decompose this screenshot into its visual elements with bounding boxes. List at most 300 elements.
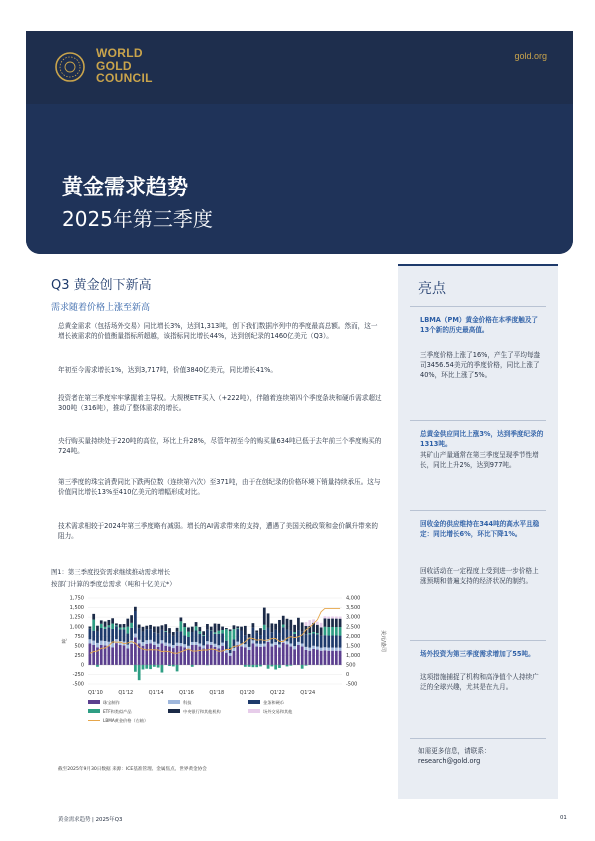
x-tick-label: Q1'22 [269,690,285,696]
bar-segment [267,628,270,639]
highlights-sidebar [398,264,558,799]
bar-segment [225,628,228,629]
bar-segment [198,643,201,646]
bar-segment [206,624,209,630]
y2-tick-label: 4,000 [346,595,361,602]
bar-segment [282,616,285,625]
paragraph: 年初至今需求增长1%，达到3,717吨，价值3840亿美元，同比增长41%。 [58,366,278,374]
section-title: Q3 黄金创下新高 [51,278,152,293]
legend-swatch [168,700,180,704]
bar-segment [267,613,270,628]
bar-segment [255,647,258,665]
bar-segment [111,624,114,629]
bar-segment [195,642,198,645]
y-axis-label: 吨 [62,638,68,644]
bar-segment [89,629,92,639]
y-tick-label: -250 [72,672,84,679]
bar-segment [89,639,92,643]
legend-label: 场外交易和其他 [263,709,293,714]
section-subtitle: 需求随着价格上涨至新高 [51,303,151,313]
bar-segment [225,629,228,640]
y-tick-label: 500 [74,643,84,650]
bar-segment [327,648,330,651]
sidebar-title: 亮点 [418,281,446,297]
bar-segment [271,623,274,632]
bar-segment [206,644,209,665]
bar-segment [168,643,171,646]
bar-segment [271,644,274,647]
bar-segment [255,633,258,644]
bar-segment [335,619,338,627]
bar-segment [195,626,198,630]
x-tick-label: Q1'10 [88,690,103,696]
bar-segment [172,648,175,665]
bar-segment [142,627,145,632]
bar-segment [138,665,141,680]
bar-segment [198,647,201,665]
bar-segment [157,634,160,644]
bar-segment [324,635,327,647]
bar-segment [153,645,156,665]
bar-segment [225,653,228,665]
y2-tick-label: 1,500 [346,643,361,650]
bar-segment [286,665,289,667]
bar-segment [183,627,186,635]
bar-segment [161,630,164,640]
bar-segment [252,643,255,664]
bar-segment [331,616,334,618]
bar-segment [180,646,183,665]
bar-segment [293,632,296,634]
site-link[interactable]: gold.org [514,51,547,61]
bar-segment [145,665,148,669]
bar-segment [153,632,156,642]
bar-segment [324,616,327,618]
sidebar-rule [398,264,558,266]
bar-segment [316,650,319,665]
bar-segment [229,656,232,665]
header-banner [26,31,573,254]
bar-segment [244,635,247,644]
bar-segment [312,634,315,646]
y2-tick-label: 1,000 [346,652,361,659]
bar-segment [115,626,118,639]
footer-left: 黄金需求趋势 | 2025年Q3 [58,817,123,823]
bar-segment [138,640,141,644]
bar-segment [252,665,255,667]
bar-segment [339,627,342,635]
legend-swatch [168,709,180,713]
bar-segment [92,641,95,645]
bar-segment [297,642,300,645]
bar-segment [263,630,266,644]
y2-tick-label: 2,500 [346,624,361,631]
legend-label: 中央银行和其他机构 [183,709,221,714]
bar-segment [111,618,114,623]
y2-axis-label: 美元/盎司 [380,630,386,652]
bar-segment [236,645,239,665]
bar-segment [327,619,330,627]
report-title: 黄金需求趋势 [62,175,188,199]
bar-segment [320,623,323,628]
bar-segment [210,645,213,665]
bar-segment [96,631,99,642]
bar-segment [248,634,251,637]
bar-segment [130,615,133,623]
bar-segment [164,624,167,631]
bar-segment [316,633,319,634]
bar-segment [96,665,99,667]
bar-segment [157,644,160,647]
bar-segment [172,632,175,636]
bar-segment [324,647,327,650]
bar-segment [126,645,129,649]
bar-segment [191,632,194,642]
bar-segment [331,627,334,635]
bar-segment [119,630,122,641]
bar-segment [198,631,201,634]
bar-segment [168,647,171,665]
bar-segment [89,643,92,664]
bar-segment [286,641,289,644]
legend-label: 珠宝制作 [103,700,120,705]
legend-swatch [88,709,100,713]
bar-segment [149,640,152,644]
bar-segment [176,665,179,671]
bar-segment [240,630,243,643]
bar-segment [327,617,330,619]
bar-segment [172,636,175,645]
bar-segment [210,631,213,642]
bar-segment [274,630,277,642]
bar-segment [104,629,107,641]
bar-segment [107,620,110,625]
bar-segment [202,636,205,646]
bar-segment [252,623,255,628]
bar-segment [286,619,289,630]
bar-segment [335,616,338,618]
bar-segment [255,630,258,632]
source-note: 截至2025年9月30日数据 来源：ICE基准管理、金属焦点、世界黄金协会 [58,767,207,772]
bar-segment [339,651,342,665]
bar-segment [327,627,330,635]
bar-segment [289,665,292,666]
y-tick-label: 1,250 [69,614,84,621]
bar-segment [111,647,114,665]
bar-segment [161,643,164,664]
bar-segment [149,665,152,669]
bar-segment [92,620,95,631]
bar-segment [130,623,133,628]
bar-segment [142,631,145,642]
bar-segment [320,627,323,635]
bar-segment [236,629,239,642]
bar-segment [335,635,338,647]
bar-segment [308,651,311,665]
bar-segment [92,645,95,665]
bar-segment [320,651,323,665]
bar-segment [153,665,156,667]
bar-segment [305,622,308,626]
bar-segment [92,631,95,641]
bar-segment [331,648,334,651]
bar-segment [119,641,122,645]
bar-segment [119,624,122,627]
highlight-heading: 总黄金供应同比上涨3%，达到季度纪录的1313吨。 [420,430,544,448]
bar-segment [134,665,137,672]
bar-segment [119,628,122,630]
bar-segment [339,619,342,627]
bar-segment [293,625,296,632]
divider [410,420,546,421]
bar-segment [289,643,292,646]
bar-segment [134,637,137,665]
bar-segment [331,651,334,665]
y2-tick-label: 3,500 [346,605,361,612]
divider [410,640,546,641]
legend-label: ETF和类似产品 [103,709,132,714]
x-tick-label: Q1'24 [300,690,316,696]
bar-segment [312,632,315,634]
bar-segment [210,642,213,645]
legend-swatch [88,700,100,704]
bar-segment [271,647,274,665]
bar-segment [221,630,224,633]
bar-segment [187,637,190,646]
bar-segment [259,628,262,635]
legend-label: 金条和硬币 [263,700,284,705]
bar-segment [176,646,179,665]
bar-segment [259,665,262,667]
bar-segment [312,649,315,665]
bar-segment [308,648,311,651]
bar-segment [100,620,103,623]
bar-segment [316,622,319,625]
bar-segment [89,626,92,628]
bar-segment [282,627,285,640]
highlight-heading: 场外投资为第三季度需求增加了55吨。 [420,650,535,658]
bar-segment [301,665,304,669]
y2-tick-label: -500 [346,681,358,688]
bar-segment [130,628,133,640]
bar-segment [191,627,194,632]
bar-segment [259,644,262,647]
bar-segment [161,625,164,630]
bar-segment [305,665,308,666]
bar-segment [115,625,118,626]
bar-segment [274,624,277,630]
x-tick-label: Q1'20 [239,690,255,696]
bar-segment [168,628,171,634]
bar-segment [263,608,266,625]
y2-tick-label: 500 [346,662,356,669]
bar-segment [221,643,224,646]
bar-segment [115,623,118,625]
y-tick-label: 0 [80,662,84,669]
bar-segment [271,665,274,667]
legend-label: 科技 [183,700,192,705]
bar-segment [263,644,266,647]
bar-segment [240,647,243,665]
legend-label: LBMA黄金价格（右轴） [103,718,149,723]
bar-segment [229,631,232,647]
logo-line: COUNCIL [96,71,153,85]
bar-segment [100,641,103,645]
bar-segment [153,626,156,632]
bar-segment [233,625,236,629]
bar-segment [278,665,281,668]
bar-segment [240,627,243,631]
bar-segment [187,632,190,637]
bar-segment [111,629,114,643]
bar-segment [138,628,141,639]
bar-segment [195,622,198,626]
bar-segment [168,665,171,666]
bar-segment [335,648,338,651]
bar-segment [206,641,209,644]
bar-segment [214,644,217,647]
bar-segment [107,627,110,642]
bar-segment [248,647,251,650]
logo-line: WORLD [96,46,143,60]
bar-segment [274,665,277,670]
bar-segment [195,645,198,665]
bar-segment [339,617,342,619]
bar-segment [123,629,126,641]
x-tick-label: Q1'14 [148,690,164,696]
bar-segment [305,647,308,650]
bar-segment [214,634,217,644]
logo-line: GOLD [96,58,132,73]
bar-segment [119,645,122,665]
bar-segment [248,650,251,665]
bar-segment [255,665,258,667]
bar-segment [210,627,213,631]
paragraph: 央行购买量持续处于220吨的高位，环比上升28%，尽管年初至今的购买量634吨已低于去年前三个季度购买的724吨。 [58,437,382,455]
bar-segment [134,611,137,634]
bar-segment [191,645,194,665]
bar-segment [164,643,167,646]
bar-segment [126,648,129,664]
bar-segment [236,626,239,628]
bar-segment [233,648,236,651]
bar-segment [335,627,338,635]
bar-segment [301,622,304,631]
bar-segment [289,620,292,631]
bar-segment [301,647,304,665]
highlight-body: 其矿山产量通常在第三季度呈现季节性增长，同比上升2%，达到977吨。 [420,451,539,469]
bar-segment [221,633,224,642]
legend-swatch [248,709,260,713]
bar-segment [244,644,247,647]
bar-segment [339,636,342,648]
bar-segment [149,625,152,629]
bar-segment [221,646,224,665]
bar-segment [180,617,183,621]
bar-segment [168,634,171,644]
bar-segment [176,643,179,646]
x-tick-label: Q1'18 [209,690,225,696]
bar-segment [308,620,311,626]
bar-segment [255,643,258,646]
bar-segment [274,645,277,665]
bar-segment [214,632,217,634]
divider [410,738,546,739]
bar-segment [92,614,95,620]
figure-subtitle: 按部门计算的季度总需求（吨和十亿美元*） [51,580,176,588]
wgc-logo-icon [54,51,86,83]
bar-segment [233,629,236,639]
y-tick-label: 1,750 [69,595,84,602]
bar-segment [187,646,190,649]
bar-segment [100,628,103,641]
y2-tick-label: 0 [346,672,350,679]
bar-segment [183,623,186,627]
bar-segment [145,640,148,644]
bar-segment [252,640,255,643]
bar-segment [164,631,167,632]
bar-segment [327,651,330,665]
bar-segment [145,629,148,640]
bar-segment [278,633,281,644]
highlight-heading: LBMA（PM）黄金价格在本季度触及了13个新的历史最高值。 [420,316,539,334]
paragraph: 第三季度的珠宝消费同比下跌两位数（连续第六次）至371吨，由于在创纪录的价格环境下销量持续承压。这与价值同比增长13%至410亿美元的增幅形成对比。 [58,478,381,496]
bar-segment [202,631,205,635]
y2-tick-label: 2,000 [346,633,361,640]
highlight-heading: 回收金的供应维持在344吨的高水平且稳定：同比增长6%，环比下降1%。 [420,520,540,538]
x-tick-label: Q1'16 [178,690,194,696]
bar-segment [282,643,285,665]
bar-segment [157,626,160,633]
bar-segment [145,644,148,665]
bar-segment [161,640,164,643]
bar-segment [161,665,164,673]
bar-segment [198,634,201,644]
bar-segment [202,635,205,636]
bar-segment [229,653,232,656]
bar-segment [130,644,133,665]
bar-segment [153,642,156,645]
bar-segment [305,650,308,665]
bar-segment [214,624,217,633]
bar-segment [104,627,107,629]
y-tick-label: 750 [74,633,84,640]
bar-segment [278,620,281,633]
bar-segment [293,634,296,646]
bar-segment [259,647,262,665]
bar-segment [115,643,118,665]
bar-segment [187,627,190,631]
bar-segment [229,629,232,631]
bar-segment [134,634,137,638]
bar-segment [293,646,296,649]
bar-segment [244,665,247,667]
highlight-body: 回收活动在一定程度上受到进一步价格上涨预期和普遍支持的经济状况的制约。 [420,567,539,585]
bar-segment [123,627,126,629]
bar-segment [96,643,99,647]
bar-segment [126,627,129,634]
bar-segment [164,632,167,643]
bar-segment [293,649,296,665]
bar-segment [297,645,300,665]
paragraph: 投资者在第三季度牢牢掌握着主导权。大规模ETF买入（+222吨），伴随着连续第四个季度条块和硬币需求超过300吨（316吨），推动了整体需求的增长。 [58,394,382,412]
bar-segment [324,650,327,665]
bar-segment [244,626,247,635]
y-tick-label: 250 [74,652,84,659]
bar-segment [297,618,300,631]
bar-segment [202,645,205,648]
bar-segment [191,642,194,645]
